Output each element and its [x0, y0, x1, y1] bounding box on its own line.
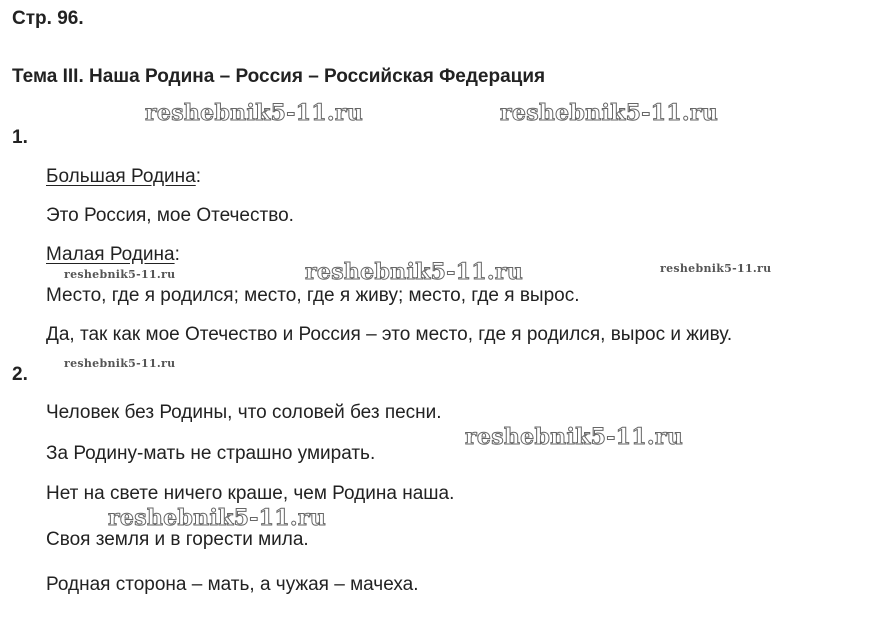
page-label: Стр. 96. [12, 8, 84, 29]
small-homeland-colon: : [174, 244, 180, 265]
watermark: reshebnik5-11.ru [108, 505, 327, 531]
watermark: reshebnik5-11.ru [64, 268, 176, 281]
task-1-number: 1. [12, 127, 28, 148]
watermark: reshebnik5-11.ru [660, 262, 772, 275]
proverb-line: Нет на свете ничего краше, чем Родина наша. [46, 483, 455, 504]
watermark: reshebnik5-11.ru [64, 357, 176, 370]
small-homeland-text: Место, где я родился; место, где я живу; место, где я вырос. [46, 285, 580, 306]
small-homeland-line [46, 244, 180, 266]
proverb-line: Своя земля и в горести мила. [46, 529, 309, 550]
watermark: reshebnik5-11.ru [305, 259, 524, 285]
big-homeland-text: Это Россия, мое Отечество. [46, 205, 294, 226]
proverb-line: Родная сторона – мать, а чужая – мачеха. [46, 574, 419, 595]
proverb-line: За Родину-мать не страшно умирать. [46, 443, 376, 464]
topic-title: Тема III. Наша Родина – Россия – Российская Федерация [12, 66, 546, 87]
big-homeland-colon: : [195, 166, 202, 187]
big-homeland-line [46, 166, 201, 188]
small-homeland-label: Малая Родина [46, 244, 175, 265]
watermark: reshebnik5-11.ru [500, 100, 719, 126]
task-1-answer: Да, так как мое Отечество и Россия – это место, где я родился, вырос и живу. [46, 324, 733, 345]
big-homeland-label: Большая Родина [46, 166, 196, 187]
proverb-line: Человек без Родины, что соловей без песни. [46, 402, 442, 423]
watermark: reshebnik5-11.ru [465, 424, 684, 450]
task-2-number: 2. [12, 364, 28, 385]
watermark: reshebnik5-11.ru [145, 100, 364, 126]
